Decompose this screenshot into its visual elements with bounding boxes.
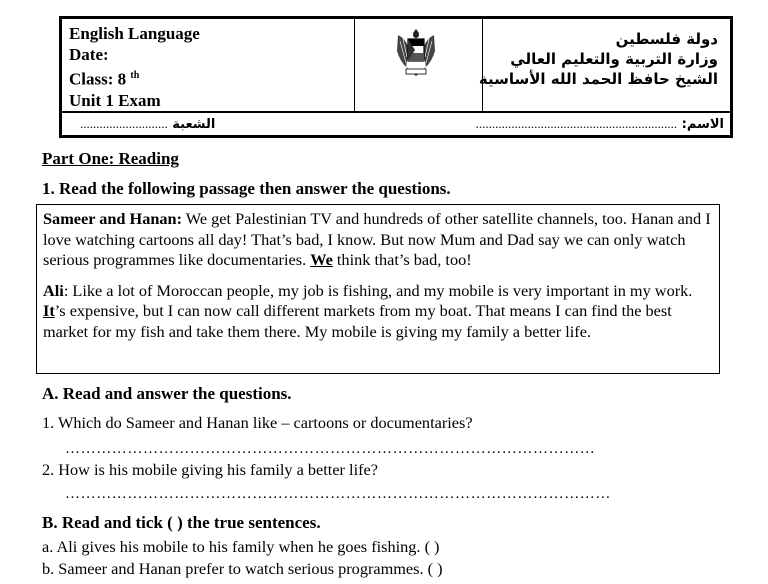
palestine-emblem-icon bbox=[392, 27, 440, 79]
subject-label: English Language bbox=[69, 24, 200, 43]
name-dots: .............................................................. bbox=[475, 116, 678, 131]
header-right-info bbox=[479, 29, 718, 89]
part-title: Part One: Reading bbox=[42, 149, 179, 168]
answer-line-a2[interactable]: …………………………………………………………………………………………… bbox=[65, 486, 611, 502]
student-name-field[interactable] bbox=[476, 116, 724, 132]
section-b-title: B. Read and tick ( ) the true sentences. bbox=[42, 513, 321, 532]
exam-header bbox=[59, 16, 733, 138]
passage-paragraph-2: Ali: Like a lot of Moroccan people, my job is fishing, and my mobile is very important in my work. It’s expensive, but I can now call different markets from my boat. That means I can find the best market for my fish and take them there. My mobile is giving my family a better life. bbox=[43, 280, 693, 341]
statement-b-a[interactable]: a. Ali gives his mobile to his family when he goes fishing. ( ) bbox=[42, 537, 440, 556]
header-top-row bbox=[62, 19, 730, 113]
date-label: Date: bbox=[69, 45, 109, 64]
exam-title: Unit 1 Exam bbox=[69, 90, 161, 110]
name-label: الاسم: bbox=[681, 117, 724, 132]
class-label: Class: 8 $^{th}$ bbox=[69, 69, 140, 89]
question-a2: 2. How is his mobile giving his family a better life? bbox=[42, 460, 378, 479]
header-name-row bbox=[62, 113, 730, 138]
section-a-title: A. Read and answer the questions. bbox=[42, 384, 292, 403]
statement-b-b[interactable]: b. Sameer and Hanan prefer to watch serious programmes. ( ) bbox=[42, 559, 443, 578]
student-section-field[interactable] bbox=[80, 116, 215, 132]
header-left-info bbox=[69, 23, 200, 111]
section-label: الشعبة bbox=[172, 117, 216, 132]
reading-passage bbox=[36, 204, 720, 374]
school-name: الشيخ حافظ الحمد الله الأساسية bbox=[478, 70, 718, 88]
state-name: دولة فلسطين bbox=[615, 30, 718, 48]
header-divider-left bbox=[354, 19, 355, 111]
ministry-name: وزارة التربية والتعليم العالي bbox=[510, 50, 718, 68]
passage-paragraph-1: Sameer and Hanan: We get Palestinian TV and hundreds of other satellite channels, too. Hanan and I love watching cartoons all day! That’s bad, I know. But now Mum and Dad say we can only watch serious programmes like documentaries. We think that’s bad, too! bbox=[43, 209, 711, 270]
answer-line-a1[interactable]: ………………………………………………………………………………………… bbox=[65, 441, 596, 457]
question-a1: 1. Which do Sameer and Hanan like – cartoons or documentaries? bbox=[42, 413, 473, 432]
section-dots: ........................... bbox=[80, 116, 168, 131]
question-1-instruction: 1. Read the following passage then answer the questions. bbox=[42, 179, 451, 198]
